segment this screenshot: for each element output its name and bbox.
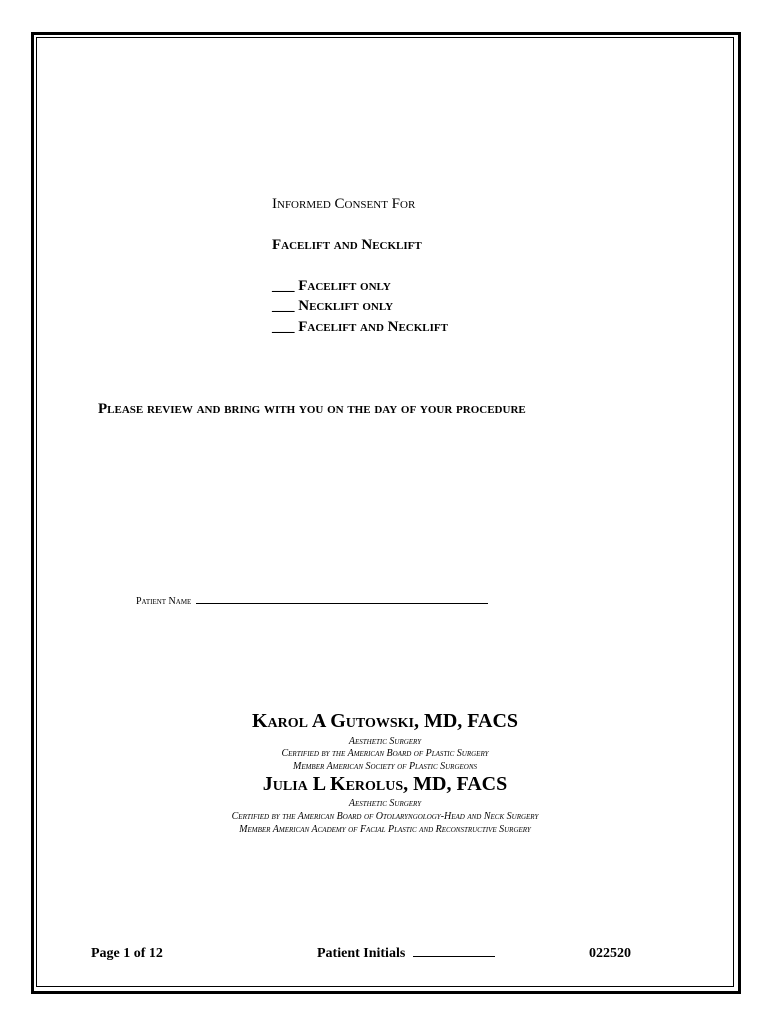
patient-name-blank [196,595,488,604]
document-title-line2: Facelift and Necklift [272,237,422,253]
review-instruction: Please review and bring with you on the day of your procedure [98,401,526,417]
option-necklift-only: ___ Necklift only [272,298,394,314]
document-code: 022520 [589,946,631,961]
page-number: Page 1 of 12 [91,946,163,961]
doctor-2-name: Julia L Kerolus, MD, FACS [262,773,508,795]
doctor-1-credential-3: Member American Society of Plastic Surgeons [292,761,478,772]
option-facelift-only: ___ Facelift only [272,278,391,294]
doctor-2-credential-1: Aesthetic Surgery [348,798,422,809]
doctor-2-credential-2: Certified by the American Board of Otolaryngology-Head and Neck Surgery [231,811,539,822]
patient-name-field [136,595,488,607]
patient-initials-label: Patient Initials [317,946,406,961]
page-border-inner [36,37,734,987]
doctor-1-name: Karol A Gutowski, MD, FACS [251,710,519,732]
patient-name-label: Patient Name [136,596,192,607]
doctor-1-credential-1: Aesthetic Surgery [348,736,422,747]
patient-initials-blank [413,946,495,957]
document-title-line1: Informed Consent For [272,196,416,212]
option-facelift-and-necklift: ___ Facelift and Necklift [272,319,448,335]
doctor-1-credential-2: Certified by the American Board of Plastic Surgery [281,748,489,759]
patient-initials-field [317,946,495,962]
doctor-2-credential-3: Member American Academy of Facial Plastic and Reconstructive Surgery [239,824,531,835]
